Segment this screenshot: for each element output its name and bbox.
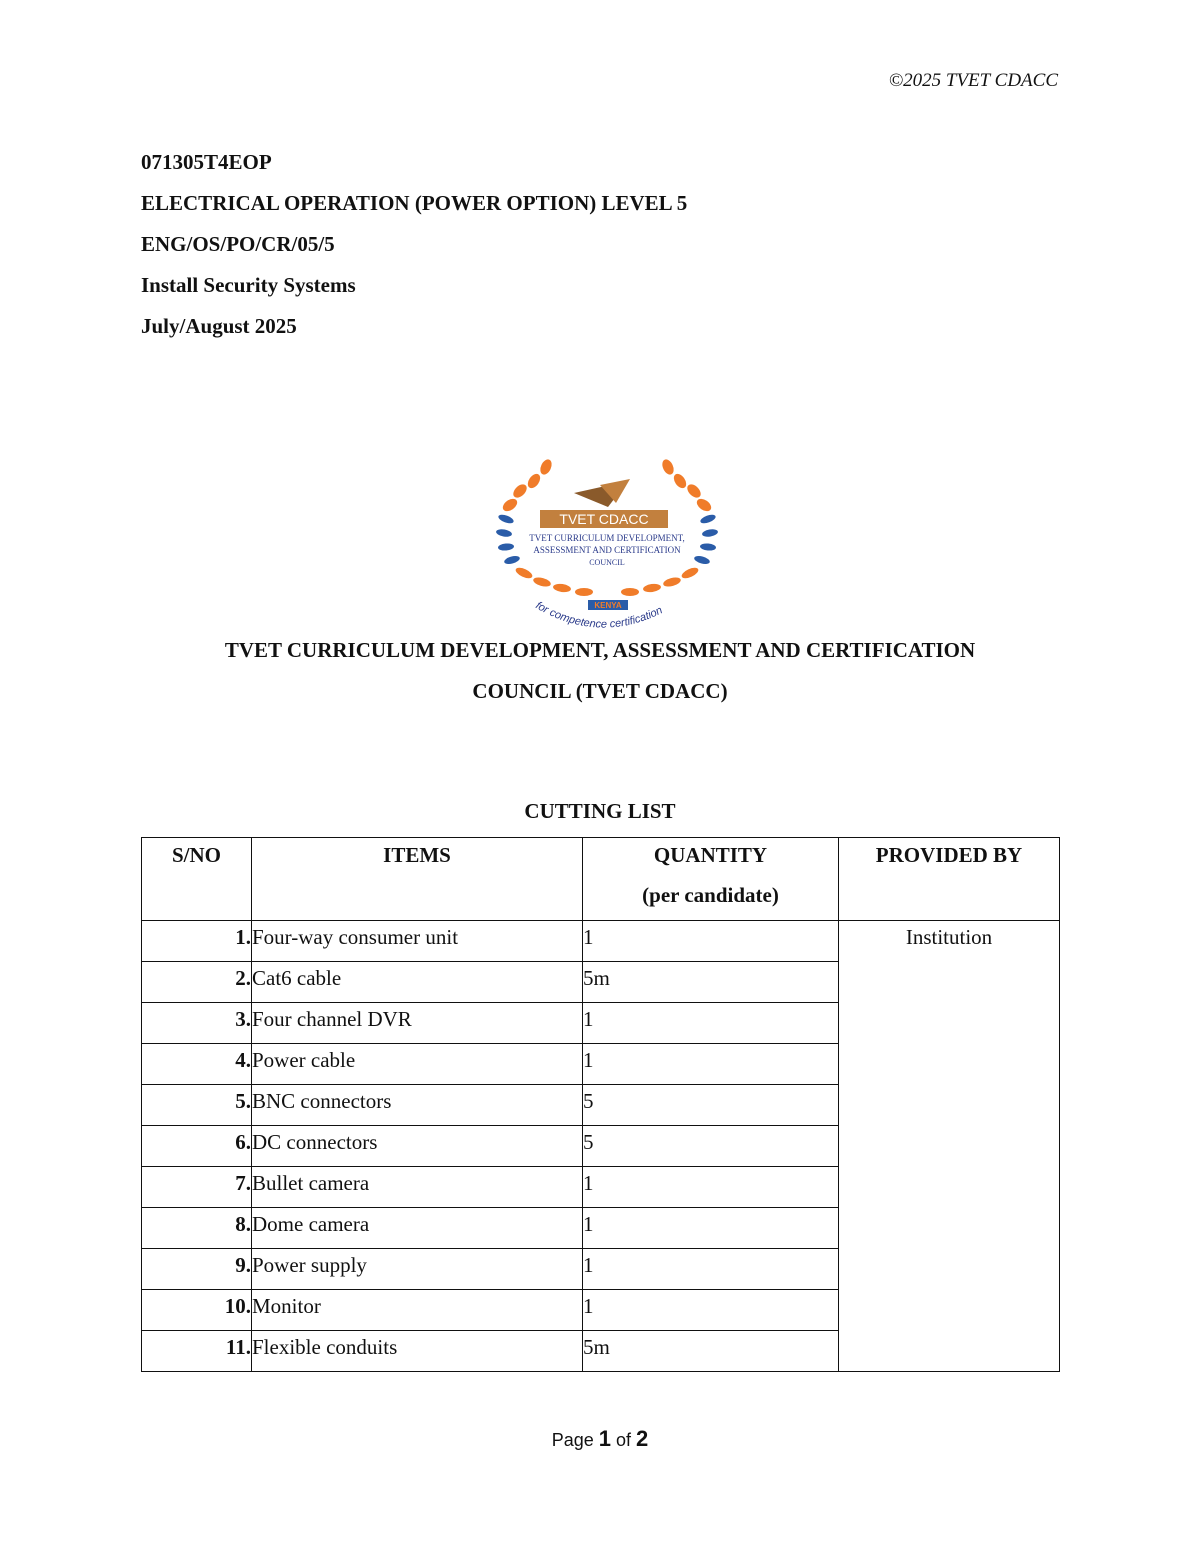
provided-by-cell: Institution <box>839 921 1060 1372</box>
row-sno: 6. <box>142 1126 252 1167</box>
council-name <box>100 630 1100 712</box>
row-quantity: 5 <box>583 1085 839 1126</box>
row-sno: 8. <box>142 1208 252 1249</box>
row-quantity: 1 <box>583 1208 839 1249</box>
row-sno: 4. <box>142 1044 252 1085</box>
logo-line-3: COUNCIL <box>589 558 625 567</box>
footer-page-word: Page <box>551 1430 594 1450</box>
footer-of-word: of <box>616 1430 632 1450</box>
row-quantity: 1 <box>583 1290 839 1331</box>
paper-code: 071305T4EOP <box>141 150 272 174</box>
header-items: ITEMS <box>252 838 583 921</box>
row-quantity: 1 <box>583 1249 839 1290</box>
header-provided-by: PROVIDED BY <box>839 838 1060 921</box>
row-quantity: 5m <box>583 962 839 1003</box>
cutting-list-title: CUTTING LIST <box>524 799 676 823</box>
row-quantity: 5 <box>583 1126 839 1167</box>
row-item: Four-way consumer unit <box>252 921 583 962</box>
logo-line-2: ASSESSMENT AND CERTIFICATION <box>533 545 681 555</box>
row-sno: 1. <box>142 921 252 962</box>
logo-brand: TVET CDACC <box>559 511 649 527</box>
row-quantity: 1 <box>583 1167 839 1208</box>
footer-total-pages: 2 <box>636 1426 649 1451</box>
header-quantity <box>583 838 839 921</box>
row-quantity: 1 <box>583 921 839 962</box>
row-item: Monitor <box>252 1290 583 1331</box>
unit-title: Install Security Systems <box>141 273 356 297</box>
row-sno: 3. <box>142 1003 252 1044</box>
table-row <box>142 921 1060 962</box>
row-item: Flexible conduits <box>252 1331 583 1372</box>
row-item: Cat6 cable <box>252 962 583 1003</box>
unit-code: ENG/OS/PO/CR/05/5 <box>141 232 335 256</box>
row-item: BNC connectors <box>252 1085 583 1126</box>
logo-motto: for competence certification <box>533 599 665 631</box>
row-quantity: 1 <box>583 1044 839 1085</box>
row-sno: 10. <box>142 1290 252 1331</box>
row-sno: 11. <box>142 1331 252 1372</box>
council-name-line-1: TVET CURRICULUM DEVELOPMENT, ASSESSMENT AND CERTIFICATION <box>224 638 976 662</box>
cutting-list-table <box>141 837 1060 1372</box>
row-sno: 9. <box>142 1249 252 1290</box>
row-sno: 7. <box>142 1167 252 1208</box>
row-quantity: 5m <box>583 1331 839 1372</box>
logo-banner: KENYA <box>594 601 622 610</box>
row-sno: 2. <box>142 962 252 1003</box>
exam-session: July/August 2025 <box>141 314 297 338</box>
logo-line-1: TVET CURRICULUM DEVELOPMENT, <box>529 533 685 543</box>
row-item: Bullet camera <box>252 1167 583 1208</box>
exam-header <box>141 142 687 347</box>
copyright-notice: ©2025 TVET CDACC <box>888 70 1058 91</box>
page-footer <box>0 1426 1200 1452</box>
row-sno: 5. <box>142 1085 252 1126</box>
header-sno: S/NO <box>142 838 252 921</box>
council-name-line-2: COUNCIL (TVET CDACC) <box>472 679 728 703</box>
qualification-title: ELECTRICAL OPERATION (POWER OPTION) LEVEL 5 <box>141 191 688 215</box>
row-item: Dome camera <box>252 1208 583 1249</box>
header-quantity-sub: (per candidate) <box>642 883 779 907</box>
footer-current-page: 1 <box>598 1426 611 1451</box>
header-quantity-label: QUANTITY <box>653 843 768 867</box>
table-header-row <box>142 838 1060 921</box>
tvet-cdacc-logo <box>490 455 724 635</box>
row-item: Power cable <box>252 1044 583 1085</box>
row-item: Power supply <box>252 1249 583 1290</box>
row-quantity: 1 <box>583 1003 839 1044</box>
row-item: Four channel DVR <box>252 1003 583 1044</box>
row-item: DC connectors <box>252 1126 583 1167</box>
